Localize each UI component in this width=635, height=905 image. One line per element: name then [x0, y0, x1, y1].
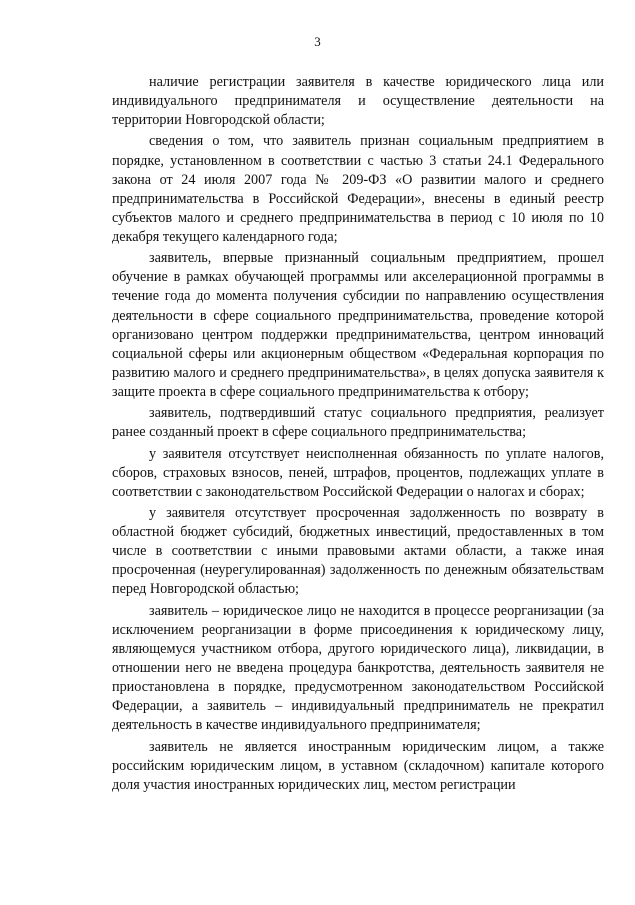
- paragraph-reorganization: заявитель – юридическое лицо не находится в процессе реорганизации (за исключением реорганизации в форме присоединения к юридическому лицу, являющемуся участником отбора, другого юридического лица), ликвидации, в отношении него не введена процедура банкротства, деятельность заявителя не приостановлена в порядке, предусмотренном законодательством Российской Федерации, а заявитель – индивидуальный предприниматель не прекратил деятельность в качестве индивидуального предпринимателя;: [112, 602, 604, 734]
- document-body: [112, 73, 604, 797]
- paragraph-training: заявитель, впервые признанный социальным предприятием, прошел обучение в рамках обучающей программы или акселерационной программы в течение года до момента получения субсидии по направлению осуществления деятельности в сфере социального предпринимательства, проведение которой организовано центром поддержки предпринимательства, центром инноваций социальной сферы или акционерным обществом «Федеральная корпорация по развитию малого и среднего предпринимательства», в целях допуска заявителя к защите проекта в сфере социального предпринимательства к отбору;: [112, 250, 604, 400]
- paragraph-social-enterprise-status: сведения о том, что заявитель признан социальным предприятием в порядке, установленном в соответствии с частью 3 статьи 24.1 Федерального закона от 24 июля 2007 года № 209-ФЗ «О развитии малого и среднего предпринимательства в Российской Федерации», внесены в единый реестр субъектов малого и среднего предпринимательства в период с 10 июля по 10 декабря текущего календарного года;: [112, 133, 604, 245]
- paragraph-foreign-entity: заявитель не является иностранным юридическим лицом, а также российским юридическим лицом, в уставном (складочном) капитале которого доля участия иностранных юридических лиц, местом регистрации: [112, 738, 604, 793]
- paragraph-budget-debt: у заявителя отсутствует просроченная задолженность по возврату в областной бюджет субсидий, бюджетных инвестиций, предоставленных в том числе в соответствии с иными правовыми актами области, а также иная просроченная (неурегулированная) задолженность по денежным обязательствам перед Новгородской областью;: [112, 505, 604, 598]
- paragraph-registration: наличие регистрации заявителя в качестве юридического лица или индивидуального предпринимателя и осуществление деятельности на территории Новгородской области;: [112, 74, 604, 129]
- page-number: 3: [314, 34, 321, 49]
- paragraph-tax-obligations: у заявителя отсутствует неисполненная обязанность по уплате налогов, сборов, страховых взносов, пеней, штрафов, процентов, подлежащих уплате в соответствии с законодательством Российской Федерации о налогах и сборах;: [112, 445, 604, 500]
- paragraph-confirmed-status: заявитель, подтвердивший статус социального предприятия, реализует ранее созданный проект в сфере социального предпринимательства;: [112, 405, 604, 441]
